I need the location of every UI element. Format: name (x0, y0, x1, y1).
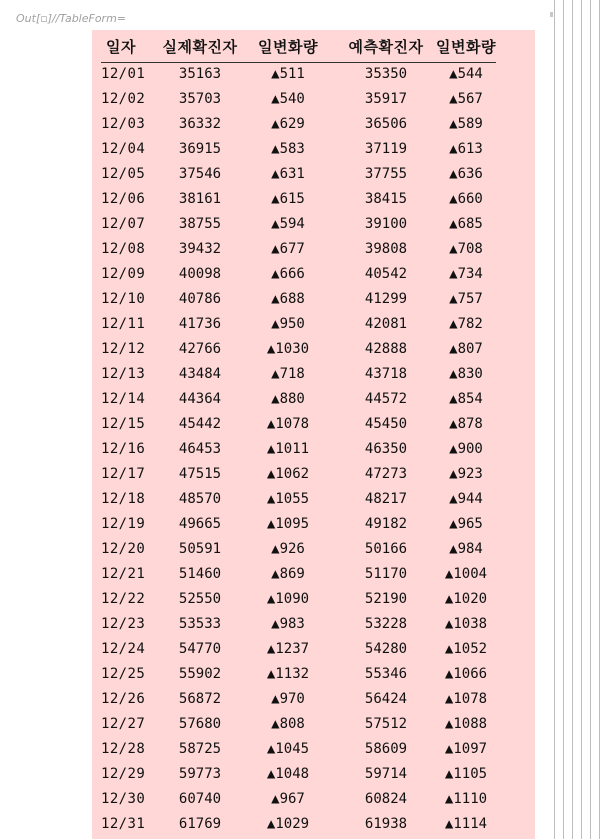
cell-predicted-daily-change: ▲830 (449, 365, 483, 382)
cell-date: 12/20 (101, 540, 146, 557)
table-row (101, 361, 496, 386)
cell-date: 12/09 (101, 265, 146, 282)
header-predicted-daily-change: 일변화량 (436, 37, 496, 56)
cell-date: 12/08 (101, 240, 146, 257)
cell-date: 12/10 (101, 290, 146, 307)
cell-date: 12/30 (101, 790, 146, 807)
cell-date: 12/13 (101, 365, 146, 382)
table-row (101, 461, 496, 486)
cell-predicted-cases: 36506 (364, 115, 408, 132)
cell-predicted-daily-change: ▲567 (449, 90, 483, 107)
header-date: 일자 (106, 37, 136, 56)
cell-predicted-daily-change: ▲1052 (444, 640, 488, 657)
cell-actual-cases: 39432 (178, 240, 222, 257)
table-row (101, 561, 496, 586)
cell-predicted-cases: 61938 (364, 815, 408, 832)
table-row (101, 711, 496, 736)
cell-date: 12/23 (101, 615, 146, 632)
cell-date: 12/28 (101, 740, 146, 757)
cell-actual-cases: 56872 (178, 690, 222, 707)
cell-actual-daily-change: ▲629 (271, 115, 305, 132)
cell-predicted-cases: 43718 (364, 365, 408, 382)
cell-actual-daily-change: ▲615 (271, 190, 305, 207)
cell-actual-daily-change: ▲967 (271, 790, 305, 807)
cell-actual-daily-change: ▲983 (271, 615, 305, 632)
cell-actual-cases: 37546 (178, 165, 222, 182)
cell-bracket-line[interactable] (554, 0, 555, 839)
cell-predicted-daily-change: ▲613 (449, 140, 483, 157)
cell-actual-cases: 40098 (178, 265, 222, 282)
cell-actual-daily-change: ▲1237 (266, 640, 310, 657)
cell-predicted-cases: 42888 (364, 340, 408, 357)
cell-bracket-line[interactable] (572, 0, 573, 839)
cell-actual-cases: 38755 (178, 215, 222, 232)
cell-predicted-cases: 56424 (364, 690, 408, 707)
cell-predicted-cases: 41299 (364, 290, 408, 307)
cell-actual-cases: 41736 (178, 315, 222, 332)
cell-bracket-line[interactable] (590, 0, 591, 839)
cell-actual-cases: 48570 (178, 490, 222, 507)
cell-actual-daily-change: ▲970 (271, 690, 305, 707)
cell-date: 12/12 (101, 340, 146, 357)
cell-predicted-daily-change: ▲807 (449, 340, 483, 357)
cell-predicted-cases: 60824 (364, 790, 408, 807)
table-header-row (101, 30, 496, 63)
cell-date: 12/04 (101, 140, 146, 157)
cell-actual-cases: 55902 (178, 665, 222, 682)
table-row (101, 111, 496, 136)
cell-actual-daily-change: ▲1011 (266, 440, 310, 457)
table-form-output (92, 30, 535, 839)
cell-actual-cases: 44364 (178, 390, 222, 407)
table-row (101, 136, 496, 161)
cell-actual-cases: 58725 (178, 740, 222, 757)
output-label: Out[▫]//TableForm= (16, 12, 127, 25)
cell-actual-daily-change: ▲1078 (266, 415, 310, 432)
cell-date: 12/27 (101, 715, 146, 732)
cell-predicted-cases: 53228 (364, 615, 408, 632)
cell-predicted-cases: 45450 (364, 415, 408, 432)
table-row (101, 586, 496, 611)
cell-date: 12/06 (101, 190, 146, 207)
cell-actual-daily-change: ▲1045 (266, 740, 310, 757)
cell-actual-daily-change: ▲540 (271, 90, 305, 107)
cell-predicted-cases: 38415 (364, 190, 408, 207)
cell-actual-daily-change: ▲511 (271, 65, 305, 82)
cell-actual-cases: 50591 (178, 540, 222, 557)
cell-predicted-daily-change: ▲854 (449, 390, 483, 407)
cell-actual-daily-change: ▲1095 (266, 515, 310, 532)
cell-actual-daily-change: ▲718 (271, 365, 305, 382)
cell-predicted-daily-change: ▲636 (449, 165, 483, 182)
table-row (101, 736, 496, 761)
cell-actual-daily-change: ▲594 (271, 215, 305, 232)
cell-actual-cases: 49665 (178, 515, 222, 532)
cell-actual-cases: 51460 (178, 565, 222, 582)
cell-actual-daily-change: ▲808 (271, 715, 305, 732)
cell-predicted-daily-change: ▲984 (449, 540, 483, 557)
cell-actual-daily-change: ▲1062 (266, 465, 310, 482)
cell-actual-cases: 60740 (178, 790, 222, 807)
cell-predicted-cases: 40542 (364, 265, 408, 282)
cell-date: 12/02 (101, 90, 146, 107)
table-row (101, 436, 496, 461)
cell-predicted-cases: 54280 (364, 640, 408, 657)
cell-predicted-daily-change: ▲1004 (444, 565, 488, 582)
table-row (101, 611, 496, 636)
cell-actual-daily-change: ▲1055 (266, 490, 310, 507)
cell-predicted-daily-change: ▲757 (449, 290, 483, 307)
cell-date: 12/15 (101, 415, 146, 432)
cell-predicted-cases: 42081 (364, 315, 408, 332)
cell-predicted-cases: 39100 (364, 215, 408, 232)
cell-actual-daily-change: ▲666 (271, 265, 305, 282)
cell-actual-daily-change: ▲688 (271, 290, 305, 307)
cell-predicted-daily-change: ▲685 (449, 215, 483, 232)
cell-actual-daily-change: ▲1132 (266, 665, 310, 682)
table-row (101, 811, 496, 836)
table-body (101, 61, 496, 836)
cell-predicted-cases: 55346 (364, 665, 408, 682)
cell-date: 12/11 (101, 315, 146, 332)
table-row (101, 336, 496, 361)
header-actual-daily-change: 일변화량 (258, 37, 318, 56)
cell-actual-daily-change: ▲1090 (266, 590, 310, 607)
cell-actual-cases: 38161 (178, 190, 222, 207)
cell-predicted-daily-change: ▲944 (449, 490, 483, 507)
cell-date: 12/29 (101, 765, 146, 782)
table-row (101, 536, 496, 561)
cell-actual-daily-change: ▲583 (271, 140, 305, 157)
cell-actual-daily-change: ▲869 (271, 565, 305, 582)
cell-actual-cases: 35163 (178, 65, 222, 82)
cell-predicted-daily-change: ▲1078 (444, 690, 488, 707)
cell-actual-cases: 47515 (178, 465, 222, 482)
table-row (101, 186, 496, 211)
cell-predicted-daily-change: ▲1088 (444, 715, 488, 732)
cell-actual-cases: 36332 (178, 115, 222, 132)
cell-date: 12/22 (101, 590, 146, 607)
cell-predicted-cases: 57512 (364, 715, 408, 732)
cell-actual-daily-change: ▲950 (271, 315, 305, 332)
cell-actual-daily-change: ▲1048 (266, 765, 310, 782)
cell-predicted-cases: 52190 (364, 590, 408, 607)
cell-date: 12/14 (101, 390, 146, 407)
cell-predicted-daily-change: ▲923 (449, 465, 483, 482)
cell-actual-daily-change: ▲880 (271, 390, 305, 407)
cell-predicted-daily-change: ▲544 (449, 65, 483, 82)
cell-predicted-cases: 46350 (364, 440, 408, 457)
cell-date: 12/24 (101, 640, 146, 657)
cell-actual-daily-change: ▲1029 (266, 815, 310, 832)
cell-predicted-cases: 39808 (364, 240, 408, 257)
cell-actual-daily-change: ▲677 (271, 240, 305, 257)
cell-date: 12/18 (101, 490, 146, 507)
table-row (101, 761, 496, 786)
cell-actual-daily-change: ▲631 (271, 165, 305, 182)
cell-predicted-daily-change: ▲900 (449, 440, 483, 457)
cell-date: 12/19 (101, 515, 146, 532)
table-row (101, 211, 496, 236)
cell-predicted-cases: 44572 (364, 390, 408, 407)
cell-predicted-cases: 35350 (364, 65, 408, 82)
cell-actual-cases: 43484 (178, 365, 222, 382)
cell-predicted-daily-change: ▲660 (449, 190, 483, 207)
cell-predicted-daily-change: ▲1105 (444, 765, 488, 782)
table-row (101, 411, 496, 436)
cell-predicted-daily-change: ▲1114 (444, 815, 488, 832)
cell-predicted-daily-change: ▲1020 (444, 590, 488, 607)
cell-predicted-cases: 37119 (364, 140, 408, 157)
cell-predicted-daily-change: ▲1097 (444, 740, 488, 757)
cell-actual-cases: 53533 (178, 615, 222, 632)
cell-predicted-cases: 37755 (364, 165, 408, 182)
table-row (101, 661, 496, 686)
cell-predicted-daily-change: ▲965 (449, 515, 483, 532)
cell-actual-daily-change: ▲1030 (266, 340, 310, 357)
cell-bracket-line[interactable] (599, 0, 600, 839)
cell-predicted-daily-change: ▲1110 (444, 790, 488, 807)
cell-date: 12/16 (101, 440, 146, 457)
cell-date: 12/31 (101, 815, 146, 832)
cell-date: 12/17 (101, 465, 146, 482)
cell-bracket-line[interactable] (581, 0, 582, 839)
cell-date: 12/07 (101, 215, 146, 232)
cell-actual-cases: 61769 (178, 815, 222, 832)
cell-actual-cases: 52550 (178, 590, 222, 607)
cell-date: 12/26 (101, 690, 146, 707)
cell-bracket-line[interactable] (563, 0, 564, 839)
table-row (101, 486, 496, 511)
cell-predicted-cases: 35917 (364, 90, 408, 107)
cell-predicted-cases: 48217 (364, 490, 408, 507)
cell-predicted-daily-change: ▲589 (449, 115, 483, 132)
cell-predicted-cases: 51170 (364, 565, 408, 582)
cell-predicted-daily-change: ▲734 (449, 265, 483, 282)
table-row (101, 286, 496, 311)
cell-predicted-daily-change: ▲878 (449, 415, 483, 432)
table-row (101, 61, 496, 86)
cell-predicted-cases: 47273 (364, 465, 408, 482)
table-row (101, 636, 496, 661)
table-row (101, 686, 496, 711)
cell-date: 12/01 (101, 65, 146, 82)
cell-date: 12/25 (101, 665, 146, 682)
cell-actual-cases: 45442 (178, 415, 222, 432)
table-row (101, 161, 496, 186)
cell-actual-cases: 59773 (178, 765, 222, 782)
table-row (101, 86, 496, 111)
cell-actual-cases: 35703 (178, 90, 222, 107)
cell-bracket-tick (550, 12, 553, 17)
cell-actual-cases: 54770 (178, 640, 222, 657)
cell-predicted-cases: 49182 (364, 515, 408, 532)
cell-predicted-daily-change: ▲708 (449, 240, 483, 257)
cell-predicted-cases: 50166 (364, 540, 408, 557)
cell-actual-cases: 57680 (178, 715, 222, 732)
header-predicted-cases: 예측확진자 (348, 37, 424, 56)
cell-predicted-daily-change: ▲1038 (444, 615, 488, 632)
table-row (101, 311, 496, 336)
table-row (101, 786, 496, 811)
table-row (101, 261, 496, 286)
table-row (101, 236, 496, 261)
cell-date: 12/05 (101, 165, 146, 182)
table-row (101, 511, 496, 536)
cell-predicted-daily-change: ▲782 (449, 315, 483, 332)
cell-actual-cases: 42766 (178, 340, 222, 357)
cell-actual-cases: 40786 (178, 290, 222, 307)
cell-predicted-daily-change: ▲1066 (444, 665, 488, 682)
cell-actual-daily-change: ▲926 (271, 540, 305, 557)
table-row (101, 386, 496, 411)
cell-date: 12/03 (101, 115, 146, 132)
cell-predicted-cases: 58609 (364, 740, 408, 757)
cell-actual-cases: 46453 (178, 440, 222, 457)
cell-date: 12/21 (101, 565, 146, 582)
cell-predicted-cases: 59714 (364, 765, 408, 782)
header-actual-cases: 실제확진자 (162, 37, 238, 56)
cell-actual-cases: 36915 (178, 140, 222, 157)
